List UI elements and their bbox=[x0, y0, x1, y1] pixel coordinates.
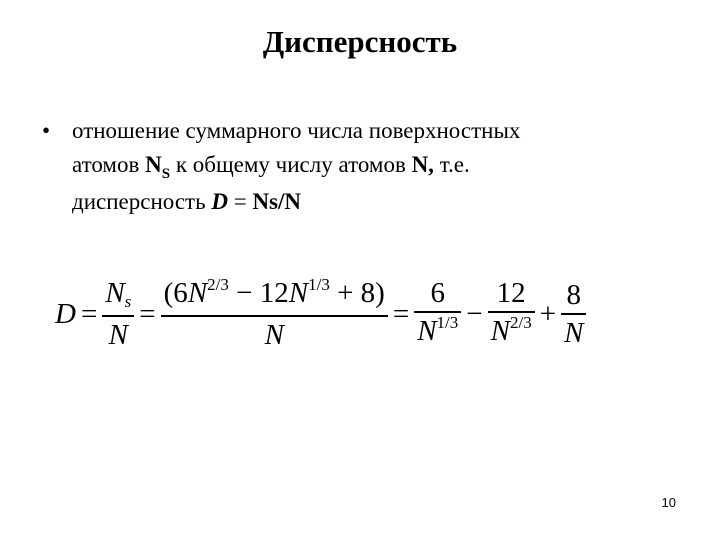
bullet-line-2-post: т.е. bbox=[433, 152, 470, 177]
num-symbol: N bbox=[105, 277, 125, 310]
bullet-line-2-pre: атомов bbox=[72, 152, 146, 177]
bullet-marker: • bbox=[42, 118, 51, 143]
equals-sign: = bbox=[227, 189, 253, 214]
bullet-block bbox=[42, 114, 682, 219]
num-exponent: 2/3 bbox=[207, 275, 229, 295]
bullet-line-2-mid: к общему числу атомов bbox=[170, 152, 412, 177]
n-symbol: N, bbox=[411, 152, 434, 177]
fraction-numerator bbox=[102, 275, 134, 315]
fraction-numerator: 8 bbox=[566, 279, 581, 312]
fraction-denominator: N bbox=[264, 318, 284, 351]
fraction-numerator bbox=[161, 275, 388, 315]
d-symbol: D bbox=[211, 189, 228, 214]
fraction-denominator bbox=[414, 313, 461, 353]
bullet-line-3 bbox=[72, 185, 682, 219]
formula-eq-2: = bbox=[139, 297, 156, 330]
bullet-line-3-pre: дисперсность bbox=[72, 189, 212, 214]
fraction-denominator: N bbox=[564, 316, 584, 349]
formula-eq-1: = bbox=[80, 297, 98, 330]
num-symbol: N bbox=[187, 277, 208, 310]
ns-symbol: N bbox=[145, 152, 162, 177]
fraction-polynomial-over-n bbox=[161, 275, 388, 353]
fraction-numerator: 6 bbox=[430, 277, 445, 310]
fraction-8-over-n bbox=[561, 277, 586, 351]
num-part-b: − 12 bbox=[228, 277, 289, 310]
bullet-line-2 bbox=[72, 148, 682, 185]
formula-minus: − bbox=[466, 297, 483, 330]
page-number: 10 bbox=[661, 495, 676, 510]
formula-eq-3: = bbox=[392, 297, 410, 330]
fraction-6-over-n13 bbox=[414, 275, 461, 353]
bullet-text bbox=[72, 114, 682, 219]
formula-lhs: D bbox=[55, 297, 76, 330]
fraction-12-over-n23 bbox=[488, 275, 535, 353]
bullet-line-1: отношение суммарного числа поверхностных bbox=[72, 118, 521, 143]
fraction-numerator: 12 bbox=[496, 277, 526, 310]
num-symbol: N bbox=[288, 277, 309, 310]
ratio-text: Ns/N bbox=[252, 189, 301, 214]
den-symbol: N bbox=[417, 314, 437, 347]
num-subscript: s bbox=[124, 292, 132, 312]
num-part-a: (6 bbox=[163, 277, 188, 310]
den-exponent: 1/3 bbox=[436, 312, 459, 332]
fraction-denominator bbox=[488, 313, 535, 353]
fraction-denominator: N bbox=[108, 318, 128, 351]
slide-title: Дисперсность bbox=[262, 24, 458, 59]
den-symbol: N bbox=[490, 314, 510, 347]
fraction-ns-over-n bbox=[102, 275, 134, 353]
num-exponent: 1/3 bbox=[308, 275, 330, 295]
dispersity-formula bbox=[55, 274, 586, 354]
den-exponent: 2/3 bbox=[509, 312, 532, 332]
formula-plus: + bbox=[539, 297, 557, 330]
ns-subscript: S bbox=[161, 166, 171, 182]
num-part-c: + 8) bbox=[329, 277, 385, 310]
